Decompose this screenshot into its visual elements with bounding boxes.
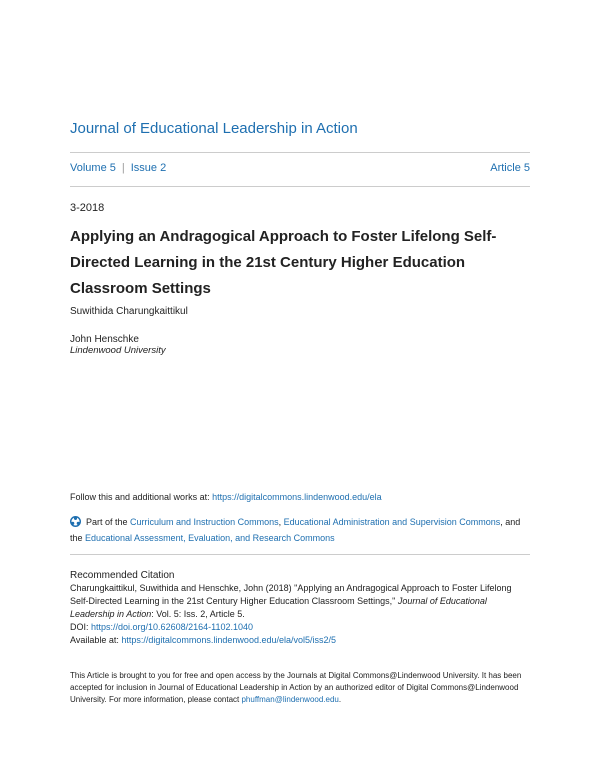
divider-top [70, 152, 530, 153]
publication-date: 3-2018 [70, 202, 105, 214]
doi-link[interactable]: https://doi.org/10.62608/2164-1102.1040 [91, 622, 253, 632]
network-icon [70, 516, 81, 527]
doi-label: DOI: [70, 622, 92, 632]
issue-link[interactable]: Issue 2 [130, 162, 167, 174]
part-of-sep: , and the [70, 517, 521, 543]
follow-url-link[interactable]: https://digitalcommons.lindenwood.edu/ela [212, 492, 382, 502]
author-name: John Henschke [70, 334, 139, 345]
contact-email-link[interactable]: phuffman@lindenwood.edu [241, 695, 339, 704]
footer-end: . [338, 695, 342, 704]
footer-notice [70, 670, 530, 706]
citation-body: Charungkaittikul, Suwithida and Henschke, John (2018) "Applying an Andragogical Approach to Foster Lifelong Self-Directed Learning in the 21st Century Higher Education Classroom Settings," [70, 583, 512, 606]
journal-title-link[interactable]: Journal of Educational Leadership in Action [70, 120, 358, 137]
commons-link-assessment[interactable]: Educational Assessment, Evaluation, and Research Commons [85, 533, 335, 543]
citation-journal: Journal of Educational Leadership in Action [70, 596, 487, 619]
divider-citation [70, 554, 530, 555]
part-of-prefix: Part of the [86, 517, 131, 527]
follow-line [70, 492, 540, 502]
citation-heading: Recommended Citation [70, 570, 175, 581]
issue-info-row [70, 162, 530, 174]
article-title: Applying an Andragogical Approach to Foster Lifelong Self-Directed Learning in the 21st Century Higher Education Classroom Settings [70, 228, 497, 297]
commons-link-administration[interactable]: Educational Administration and Supervision Commons [283, 517, 501, 527]
citation-volume: : Vol. 5: Iss. 2, Article 5. [151, 609, 245, 619]
citation-text [70, 582, 530, 647]
part-of-sep: , [278, 517, 284, 527]
article-number-link[interactable]: Article 5 [490, 162, 530, 174]
author-name: Suwithida Charungkaittikul [70, 306, 188, 317]
footer-text: This Article is brought to you for free and open access by the Journals at Digital Commons@Lindenwood University. It has been accepted for inclusion in Journal of Educational Leadership in Action by an authorized editor of Digital Commons@Lindenwood University. For more information, please contact [70, 671, 522, 704]
volume-link[interactable]: Volume 5 [70, 162, 116, 174]
separator: | [121, 162, 125, 174]
available-label: Available at: [70, 635, 122, 645]
commons-link-curriculum[interactable]: Curriculum and Instruction Commons [130, 517, 279, 527]
part-of-section [70, 514, 530, 546]
divider-issue [70, 186, 530, 187]
available-url-link[interactable]: https://digitalcommons.lindenwood.edu/ela/vol5/iss2/5 [121, 635, 336, 645]
author-affiliation: Lindenwood University [70, 345, 166, 356]
follow-prefix: Follow this and additional works at: [70, 492, 213, 502]
